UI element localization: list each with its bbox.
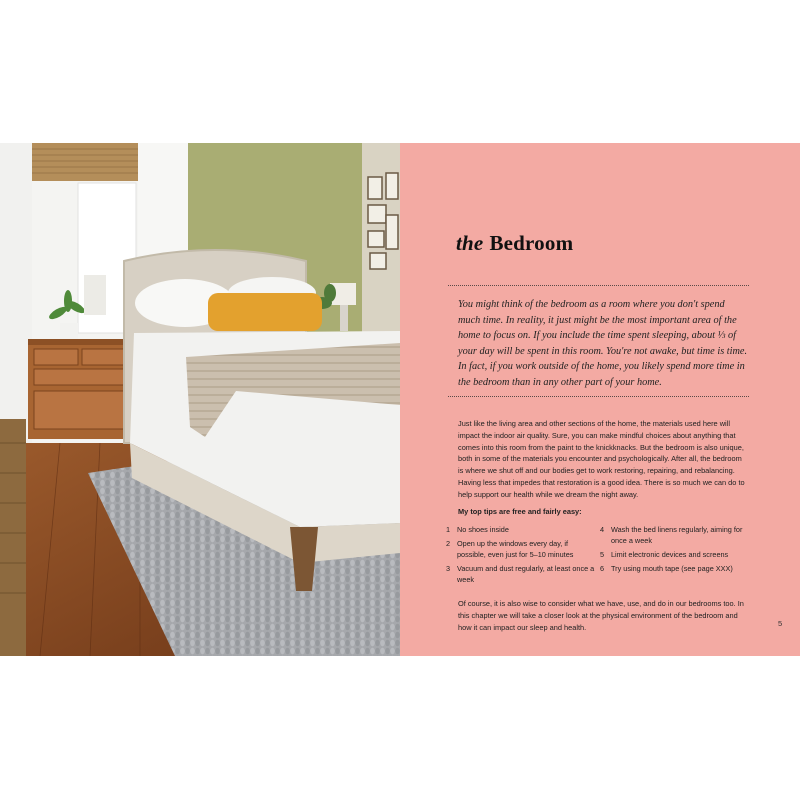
bottom-divider bbox=[448, 396, 749, 397]
mustard-pillow bbox=[208, 293, 322, 331]
list-item bbox=[600, 563, 750, 574]
tip-text: Try using mouth tape (see page XXX) bbox=[611, 563, 733, 573]
tip-number: 1 bbox=[446, 525, 451, 534]
chapter-title bbox=[456, 231, 573, 256]
list-item bbox=[446, 563, 596, 586]
tip-number: 5 bbox=[600, 550, 605, 560]
tip-text: Vacuum and dust regularly, at least once a week bbox=[457, 563, 595, 585]
list-item bbox=[600, 549, 750, 560]
list-item bbox=[600, 524, 750, 547]
tip-number: 6 bbox=[600, 563, 605, 573]
tip-number: 2 bbox=[446, 538, 451, 548]
top-divider bbox=[448, 285, 749, 286]
bedroom-photo bbox=[0, 143, 400, 656]
tip-text: No shoes inside bbox=[457, 525, 509, 534]
tip-number: 3 bbox=[446, 563, 451, 573]
text-page bbox=[400, 143, 800, 656]
tip-text: Limit electronic devices and screens bbox=[611, 550, 729, 560]
closing-paragraph: Of course, it is also wise to consider what we have, use, and do in our bedrooms too. In this chapter we will take a closer look at the physical environment of the bedroom and how it can impact our sleep and health. bbox=[458, 599, 744, 632]
tip-text: Open up the windows every day, if possible, even just for 5–10 minutes bbox=[457, 538, 574, 560]
title-main: Bedroom bbox=[489, 231, 574, 255]
title-prefix: the bbox=[456, 231, 484, 255]
tips-heading: My top tips are free and fairly easy: bbox=[458, 507, 582, 516]
list-item bbox=[446, 524, 596, 535]
page-number: 5 bbox=[778, 619, 783, 628]
tips-list-left bbox=[446, 524, 596, 588]
list-item bbox=[446, 538, 596, 561]
book-spread bbox=[0, 143, 800, 656]
bedroom-illustration bbox=[0, 143, 400, 656]
body-paragraph: Just like the living area and other sections of the home, the materials used here will impact the indoor air quality. Sure, you can make mindful choices about anything that comes into this room from the paint to the knickknacks. But the bedroom is also unique, both in some of the materials you encounter and psychologically. After all, the bedroom is where we shut off and our bodies get to work restoring, repairing, and rebalancing. Having less that impedes that restoration is a good idea. There is so much we can do to help support our health while we dream the night away. bbox=[458, 419, 745, 499]
tip-text: Wash the bed linens regularly, aiming for once a week bbox=[611, 525, 743, 546]
tip-number: 4 bbox=[600, 525, 605, 534]
intro-paragraph: You might think of the bedroom as a room where you don't spend much time. In reality, it just might be the most important area of the home to focus on. If you include the time spent sleeping, about ⅓ of your day will be spent in this room. You're not awake, but time is time. In fact, if you work outside of the home, you likely spend more time in the bedroom than in any other part of your home. bbox=[458, 299, 748, 388]
tips-list-right bbox=[600, 524, 750, 577]
